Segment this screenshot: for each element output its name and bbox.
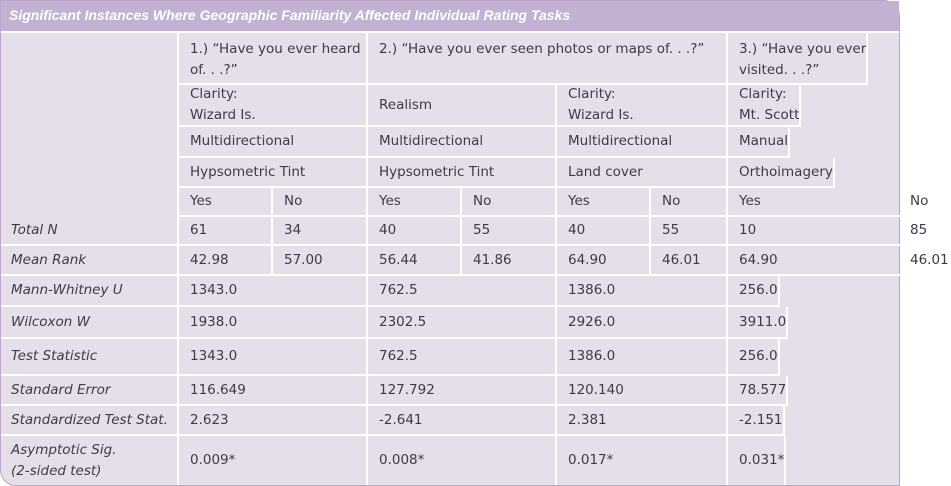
question-header-text: 1.) “Have you ever heard of. . .?” <box>190 41 361 78</box>
table-cell <box>557 339 728 376</box>
row-label-text: Asymptotic Sig. (2-sided test) <box>11 441 117 479</box>
table-cell-text: 0.008* <box>379 452 425 468</box>
table-cell-text: 78.577 <box>739 381 787 398</box>
illumination-header-text: Multidirectional <box>190 133 295 149</box>
table-cell <box>368 217 462 246</box>
table-cell-text: 0.017* <box>568 452 614 468</box>
table-cell <box>462 246 557 276</box>
question-header <box>179 33 368 85</box>
question-header <box>728 33 868 85</box>
table-cell <box>557 307 728 339</box>
answer-header-text: Yes <box>568 193 590 209</box>
table-cell <box>728 436 786 485</box>
table-cell-text: 64.90 <box>739 251 778 268</box>
answer-header-text: No <box>284 193 303 209</box>
table-cell-text: -2.151 <box>739 411 783 428</box>
row-label <box>1 307 179 339</box>
table-cell <box>557 246 651 276</box>
table-cell-text: 2926.0 <box>568 313 616 330</box>
table-cell-text: 0.009* <box>190 452 236 468</box>
task-header <box>368 85 557 127</box>
row-label <box>1 376 179 406</box>
row-label-text: Test Statistic <box>11 348 98 364</box>
illumination-header <box>368 127 557 158</box>
table-cell-text: 0.031* <box>739 452 785 468</box>
question-header <box>368 33 728 85</box>
row-label <box>1 436 179 485</box>
row-label-text: Standardized Test Stat. <box>11 411 168 428</box>
table-cell-text: 56.44 <box>379 251 418 268</box>
table-cell-text: 40 <box>568 222 586 238</box>
answer-header <box>651 188 728 217</box>
row-label-text: Standard Error <box>11 381 111 398</box>
illumination-header-text: Multidirectional <box>568 133 673 149</box>
surface-header <box>557 158 728 188</box>
table-cell <box>728 246 899 276</box>
task-header <box>557 85 728 127</box>
task-header-text: Realism <box>379 96 433 113</box>
question-header-text: 2.) “Have you ever seen photos or maps of. . .?” <box>379 41 705 57</box>
table-cell-text: 41.86 <box>473 251 512 268</box>
table-cell-text: 1386.0 <box>568 348 616 364</box>
table-cell-text: 1386.0 <box>568 282 616 298</box>
table-title-bar <box>1 1 899 33</box>
task-header <box>728 85 801 127</box>
table-cell <box>179 217 273 246</box>
table-cell <box>557 376 728 406</box>
table-cell-text: 55 <box>662 222 680 238</box>
surface-header-text: Hypsometric Tint <box>379 163 495 180</box>
answer-header <box>728 188 899 217</box>
surface-header-text: Land cover <box>568 163 643 180</box>
table-cell-text: 55 <box>473 222 491 238</box>
table-cell <box>368 246 462 276</box>
surface-header <box>368 158 557 188</box>
row-label-text: Mann-Whitney U <box>11 282 123 298</box>
table-cell <box>728 339 780 376</box>
row-label <box>1 406 179 436</box>
table-cell-text: 762.5 <box>379 282 418 298</box>
table-cell-text: 46.01 <box>662 251 701 268</box>
task-header-text: Clarity: Wizard Is. <box>190 86 256 123</box>
task-header <box>179 85 368 127</box>
table-cell-text: 57.00 <box>284 251 323 268</box>
table-cell <box>368 339 557 376</box>
answer-header <box>273 188 368 217</box>
results-table <box>1 33 949 485</box>
answer-header <box>462 188 557 217</box>
row-label <box>1 217 179 246</box>
table-cell <box>651 246 728 276</box>
table-cell <box>557 217 651 246</box>
table-cell-text: 40 <box>379 222 397 238</box>
surface-header-text: Orthoimagery <box>739 163 833 180</box>
table-cell-text: 34 <box>284 222 302 238</box>
row-label-text: Wilcoxon W <box>11 313 90 330</box>
table-cell-text: 127.792 <box>379 381 435 398</box>
table-cell <box>899 217 929 246</box>
answer-header-text: No <box>473 193 492 209</box>
table-cell-text: 256.0 <box>739 348 778 364</box>
answer-header-text: Yes <box>739 193 761 209</box>
table-cell-text: 1343.0 <box>190 348 238 364</box>
row-label-text: Mean Rank <box>11 251 87 268</box>
table-cell <box>179 406 368 436</box>
table-cell-text: 46.01 <box>910 251 949 268</box>
table-cell-text: 762.5 <box>379 348 418 364</box>
answer-header <box>179 188 273 217</box>
answer-header-text: Yes <box>379 193 401 209</box>
table-cell <box>179 436 368 485</box>
illumination-header <box>557 127 728 158</box>
table-cell-text: 2.623 <box>190 411 229 428</box>
row-label <box>1 339 179 376</box>
task-header-text: Clarity: Mt. Scott <box>739 86 800 123</box>
table-cell <box>728 406 785 436</box>
table-cell <box>179 339 368 376</box>
answer-header <box>899 188 930 217</box>
table-cell <box>728 217 899 246</box>
row-label <box>1 276 179 307</box>
table-cell <box>368 436 557 485</box>
table-cell <box>179 307 368 339</box>
table-cell-text: 120.140 <box>568 381 624 398</box>
table-cell <box>273 246 368 276</box>
answer-header-text: No <box>910 193 929 209</box>
illumination-header-text: Multidirectional <box>379 133 484 149</box>
answer-header-text: No <box>662 193 681 209</box>
table-cell <box>728 376 788 406</box>
illumination-header <box>728 127 790 158</box>
table-cell <box>899 246 951 276</box>
question-header-text: 3.) “Have you ever visited. . .?” <box>739 41 867 78</box>
table-cell-text: 116.649 <box>190 381 246 398</box>
table-cell <box>368 276 557 307</box>
table-cell <box>557 276 728 307</box>
corner-header-cell <box>1 33 179 246</box>
table-cell <box>557 436 728 485</box>
illumination-header <box>179 127 368 158</box>
table-title: Significant Instances Where Geographic Familiarity Affected Individual Rating Tasks <box>9 7 571 23</box>
table-cell-text: 10 <box>739 222 757 238</box>
table-cell-text: 2.381 <box>568 411 607 428</box>
table-cell <box>179 246 273 276</box>
table-cell-text: 61 <box>190 222 208 238</box>
answer-header-text: Yes <box>190 193 212 209</box>
table-cell <box>179 376 368 406</box>
table-cell <box>728 307 788 339</box>
table-cell <box>368 307 557 339</box>
table-cell-text: 42.98 <box>190 251 229 268</box>
table-cell <box>728 276 780 307</box>
table-cell-text: 85 <box>910 222 928 238</box>
table-cell-text: -2.641 <box>379 411 423 428</box>
surface-header <box>179 158 368 188</box>
table-cell-text: 3911.0 <box>739 313 787 330</box>
illumination-header-text: Manual <box>739 133 789 149</box>
table-cell <box>368 406 557 436</box>
table-cell <box>368 376 557 406</box>
table-cell <box>651 217 728 246</box>
table-cell <box>179 276 368 307</box>
table-cell-text: 64.90 <box>568 251 607 268</box>
table-cell-text: 256.0 <box>739 282 778 298</box>
row-label-text: Total N <box>11 222 58 238</box>
table-cell-text: 1938.0 <box>190 313 238 330</box>
table-cell <box>273 217 368 246</box>
row-label <box>1 246 179 276</box>
task-header-text: Clarity: Wizard Is. <box>568 86 634 123</box>
table-cell-text: 2302.5 <box>379 313 427 330</box>
answer-header <box>368 188 462 217</box>
table-cell <box>462 217 557 246</box>
answer-header <box>557 188 651 217</box>
table-cell <box>557 406 728 436</box>
surface-header <box>728 158 835 188</box>
table-cell-text: 1343.0 <box>190 282 238 298</box>
surface-header-text: Hypsometric Tint <box>190 163 306 180</box>
